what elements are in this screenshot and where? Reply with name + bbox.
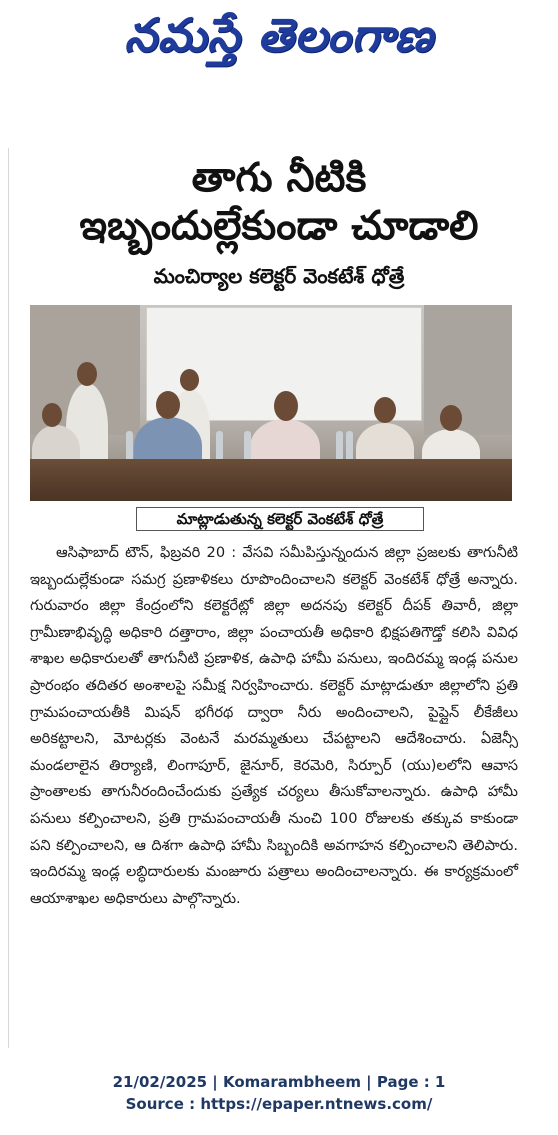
attendant-head	[180, 369, 199, 391]
official-head	[274, 391, 298, 421]
photo-wall-right	[424, 305, 512, 435]
subheadline: మంచిర్యాల కలెక్టర్ వెంకటేశ్ ధోత్రే	[153, 264, 405, 288]
article-paragraph: ఆసిఫాబాద్ టౌన్, ఫిబ్రవరి 20 : వేసవి సమీపిస్తున్నందున జిల్లా ప్రజలకు తాగునీటి ఇబ్బందుల్లేకుండా సమగ్ర ప్రణాళికలు రూపొందించాలని కలెక్టర్ వెంకటేశ్ ధోత్రే అన్నారు. గురువారం జిల్లా కేంద్రంలోని కలెక్టరేట్లో జిల్లా అదనపు కలెక్టర్ దీపక్ తివారీ, జిల్లా గ్రామీణాభివృద్ధి అధికారి దత్తారాం, జిల్లా పంచాయతీ అధికారి భిక్షపతిగౌడ్తో కలిసి వివిధ శాఖల అధికారులతో తాగునీటి ప్రణాళిక, ఉపాధి హామీ పనులు, ఇందిరమ్మ ఇండ్ల పనుల ప్రారంభం తదితర అంశాలపై సమీక్ష నిర్వహించారు. కలెక్టర్ మాట్లాడుతూ జిల్లాలోని ప్రతి గ్రామపంచాయతీకి మిషన్ భగీరథ ద్వారా నీరు అందించాలని, పైప్లైన్ లీకేజీలు అరికట్టాలని, మోటర్లకు వెంటనే మరమ్మతులు చేపట్టాలని ఆదేశించారు. ఏజెన్సీ మండలాలైన తిర్యాణి, లింగాపూర్, జైనూర్, కెరమెరి, సిర్పూర్ (యు)లలోని ఆవాస ప్రాంతాలకు తాగునీరందించేందుకు ప్రత్యేక చర్యలు తీసుకోవాలన్నారు. ఉపాధి హామీ పనులు కల్పించాలని, ప్రతి గ్రామపంచాయతీ నుంచి 100 రోజులకు తక్కువ కాకుండా పని కల్పించాలని, ఆ దిశగా ఉపాధి హామీ సిబ్బందికి అవగాహన కల్పించాలని తెలిపారు. ఇందిరమ్మ ఇండ్ల లబ్ధిదారులకు మంజూరు పత్రాలు అందించాలన్నారు. ఈ కార్యక్రమంలో ఆయాశాఖల అధికారులు పాల్గొన్నారు.	[30, 544, 518, 907]
official-head	[156, 391, 180, 419]
water-bottle	[216, 431, 223, 461]
water-bottle	[244, 431, 251, 461]
article-body	[30, 540, 518, 912]
attendant-head	[77, 362, 97, 386]
water-bottle	[126, 431, 133, 461]
water-bottle	[336, 431, 343, 461]
water-bottle	[346, 431, 353, 461]
article-photo	[30, 305, 512, 501]
official-head	[374, 397, 396, 423]
footer-source: Source : https://epaper.ntnews.com/	[125, 1095, 433, 1113]
masthead-logo: నమస్తే తెలంగాణ	[124, 8, 434, 62]
footer-date-edition: 21/02/2025 | Komarambheem | Page : 1	[112, 1073, 446, 1091]
headline-line-1: తాగు నీటికి	[191, 155, 367, 201]
official-head	[42, 403, 62, 427]
photo-caption: మాట్లాడుతున్న కలెక్టర్ వెంకటేశ్ ధోత్రే	[136, 507, 424, 531]
headline-line-2: ఇబ్బందుల్లేకుండా చూడాలి	[79, 203, 479, 249]
official-head	[440, 405, 462, 431]
masthead	[0, 0, 558, 82]
conference-table	[30, 459, 512, 501]
